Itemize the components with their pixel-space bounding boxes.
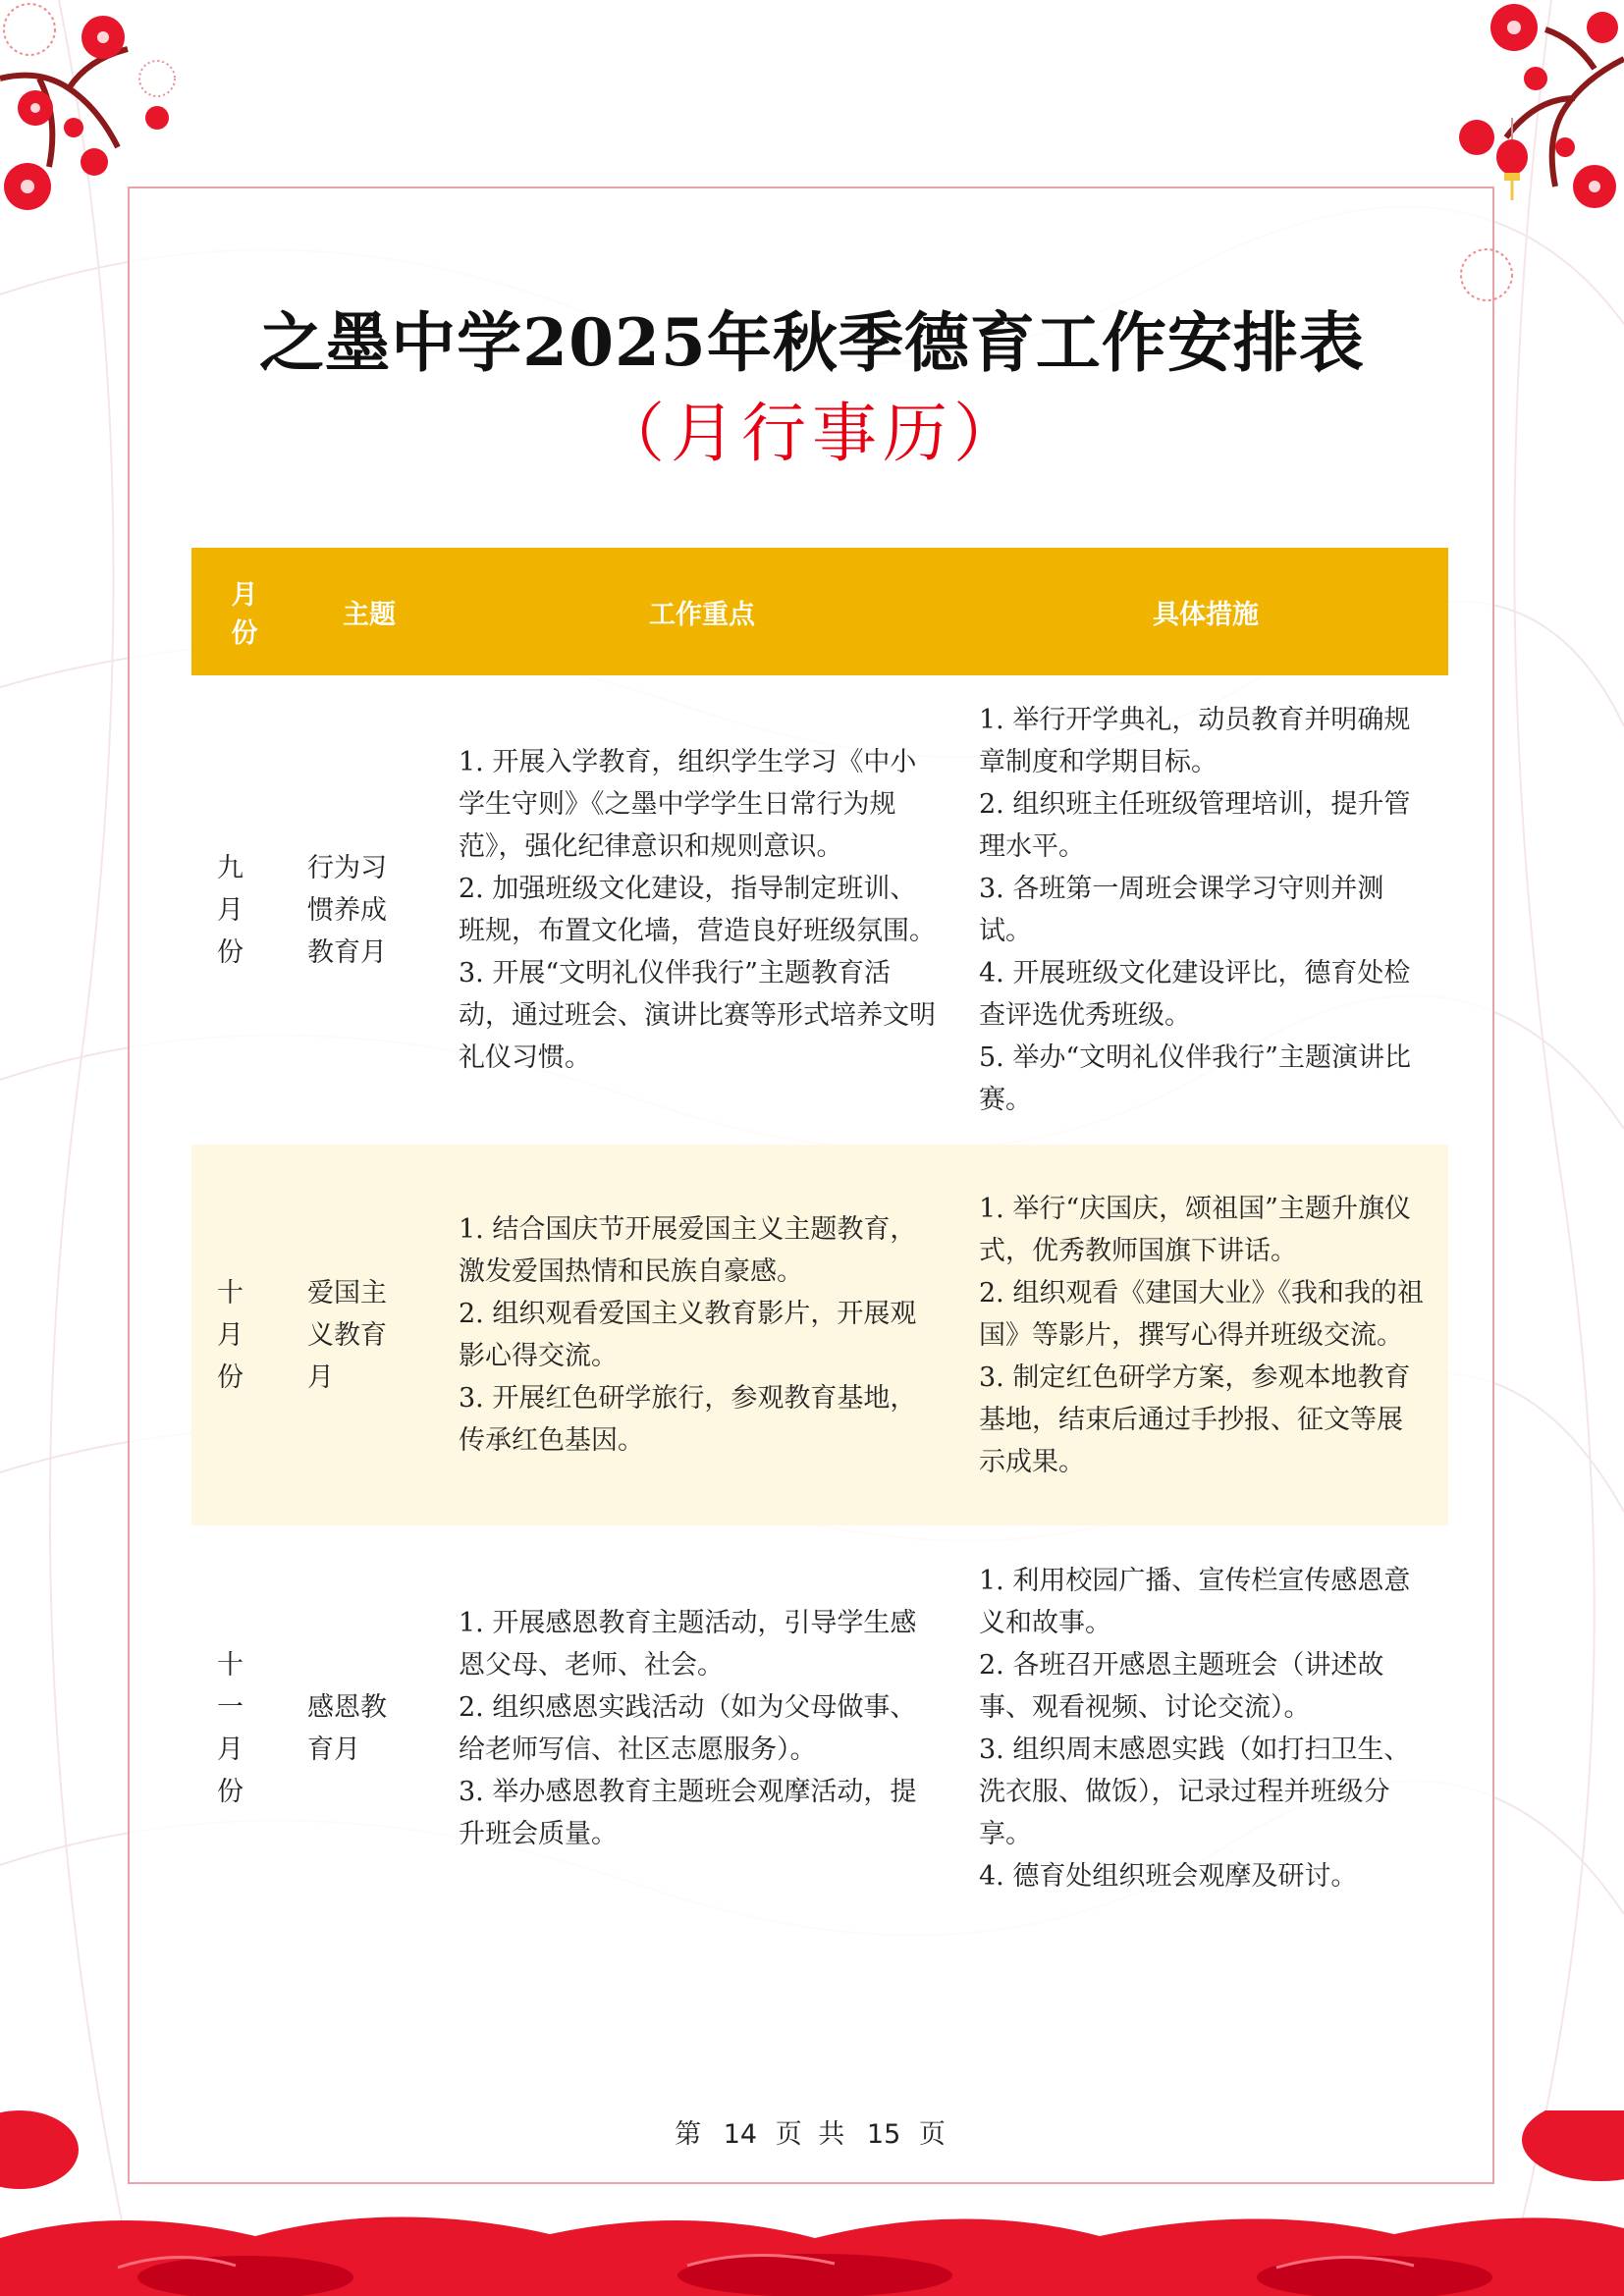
month-cell: 十 一 月 份: [217, 1650, 244, 1807]
header-focus: 工作重点: [441, 548, 963, 675]
schedule-table: [191, 548, 1448, 1932]
month-cell: 十 月 份: [191, 1145, 298, 1525]
table-row: [191, 1145, 1448, 1525]
document-subtitle: （月行事历）: [600, 396, 1024, 471]
page-number: 第 14 页 共 15 页: [675, 2119, 949, 2150]
measures-cell: 1. 利用校园广播、宣传栏宣传感恩意义和故事。 2. 各班召开感恩主题班会（讲述故事、观看视频、讨论交流）。 3. 组织周末感恩实践（如打扫卫生、洗衣服、做饭），记录过程并班级分享。 4. 德育处组织班会观摩及研讨。: [979, 1566, 1411, 1892]
header-theme: 主题: [298, 548, 441, 675]
plum-blossom-topleft-icon: [0, 0, 196, 216]
table-row: [191, 1525, 1448, 1932]
document-title: 之墨中学2025年秋季德育工作安排表: [259, 304, 1365, 381]
theme-cell: 感恩教 育月: [307, 1692, 387, 1765]
header-month: 月 份: [191, 548, 298, 675]
table-row: [191, 675, 1448, 1145]
theme-cell: 爱国主 义教育 月: [298, 1145, 441, 1525]
plum-blossom-topright-icon: [1428, 0, 1624, 314]
focus-cell: 1. 结合国庆节开展爱国主义主题教育，激发爱国热情和民族自豪感。 2. 组织观看爱国主义教育影片，开展观影心得交流。 3. 开展红色研学旅行，参观教育基地，传承红色基因。: [441, 1145, 963, 1525]
focus-cell: 1. 开展感恩教育主题活动，引导学生感恩父母、老师、社会。 2. 组织感恩实践活动（如为父母做事、给老师写信、社区志愿服务）。 3. 举办感恩教育主题班会观摩活动，提升班会质量。: [459, 1608, 917, 1849]
month-cell: 九 月 份: [217, 852, 244, 968]
table-header-row: [191, 548, 1448, 675]
theme-cell: 行为习 惯养成 教育月: [307, 852, 387, 968]
measures-cell: 1. 举行“庆国庆，颂祖国”主题升旗仪式，优秀教师国旗下讲话。 2. 组织观看《建国大业》《我和我的祖国》等影片，撰写心得并班级交流。 3. 制定红色研学方案，参观本地教育基地，结束后通过手抄报、征文等展示成果。: [963, 1145, 1448, 1525]
focus-cell: 1. 开展入学教育，组织学生学习《中小学生守则》《之墨中学学生日常行为规范》，强化纪律意识和规则意识。 2. 加强班级文化建设，指导制定班训、班规，布置文化墙，营造良好班级氛围。 3. 开展“文明礼仪伴我行”主题教育活动，通过班会、演讲比赛等形式培养文明礼仪习惯。: [459, 747, 936, 1073]
header-measures: 具体措施: [963, 548, 1448, 675]
measures-cell: 1. 举行开学典礼，动员教育并明确规章制度和学期目标。 2. 组织班主任班级管理培训，提升管理水平。 3. 各班第一周班会课学习守则并测试。 4. 开展班级文化建设评比，德育处检查评选优秀班级。 5. 举办“文明礼仪伴我行”主题演讲比赛。: [979, 705, 1411, 1115]
